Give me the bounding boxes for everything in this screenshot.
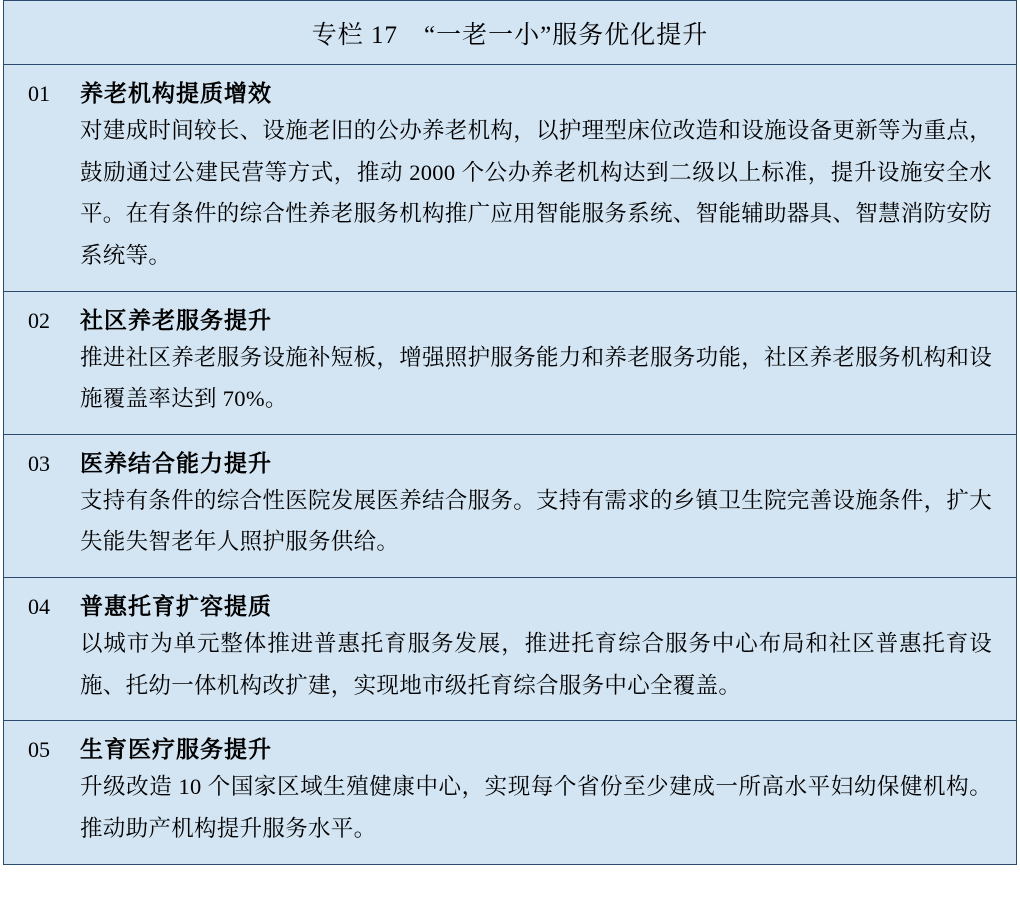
item-body: 升级改造 10 个国家区域生殖健康中心，实现每个省份至少建成一所高水平妇幼保健机构。推动助产机构提升服务水平。 [80, 774, 992, 841]
item-title: 养老机构提质增效 [80, 81, 272, 106]
list-item [4, 292, 1016, 435]
item-title: 普惠托育扩容提质 [80, 594, 272, 619]
list-item [4, 578, 1016, 721]
item-number: 01 [28, 81, 50, 106]
item-heading [28, 302, 992, 335]
item-heading [28, 588, 992, 621]
item-title: 医养结合能力提升 [80, 450, 272, 476]
item-number: 04 [28, 594, 50, 619]
item-number: 05 [28, 737, 50, 763]
item-body: 以城市为单元整体推进普惠托育服务发展，推进托育综合服务中心布局和社区普惠托育设施、托幼一体机构改扩建，实现地市级托育综合服务中心全覆盖。 [80, 631, 992, 698]
feature-box [3, 0, 1017, 865]
item-body: 支持有条件的综合性医院发展医养结合服务。支持有需求的乡镇卫生院完善设施条件，扩大失能失智老年人照护服务供给。 [80, 487, 993, 555]
list-item [4, 435, 1016, 578]
list-item [4, 65, 1016, 292]
item-title: 社区养老服务提升 [80, 307, 272, 333]
item-heading [28, 75, 992, 108]
item-heading [28, 731, 992, 764]
list-item [4, 721, 1016, 863]
item-body: 对建成时间较长、设施老旧的公办养老机构，以护理型床位改造和设施设备更新等为重点，鼓励通过公建民营等方式，推动 2000 个公办养老机构达到二级以上标准，提升设施安全水平。在有条件的综合性养老服务机构推广应用智能服务系统、智能辅助器具、智慧消防安防系统等。 [80, 118, 993, 268]
item-number: 02 [28, 307, 50, 333]
item-number: 03 [28, 450, 50, 476]
item-body: 推进社区养老服务设施补短板，增强照护服务能力和养老服务功能，社区养老服务机构和设施覆盖率达到 70%。 [80, 344, 993, 412]
box-title: 专栏 17 “一老一小”服务优化提升 [4, 1, 1016, 65]
item-heading [28, 445, 992, 478]
item-title: 生育医疗服务提升 [80, 737, 272, 763]
